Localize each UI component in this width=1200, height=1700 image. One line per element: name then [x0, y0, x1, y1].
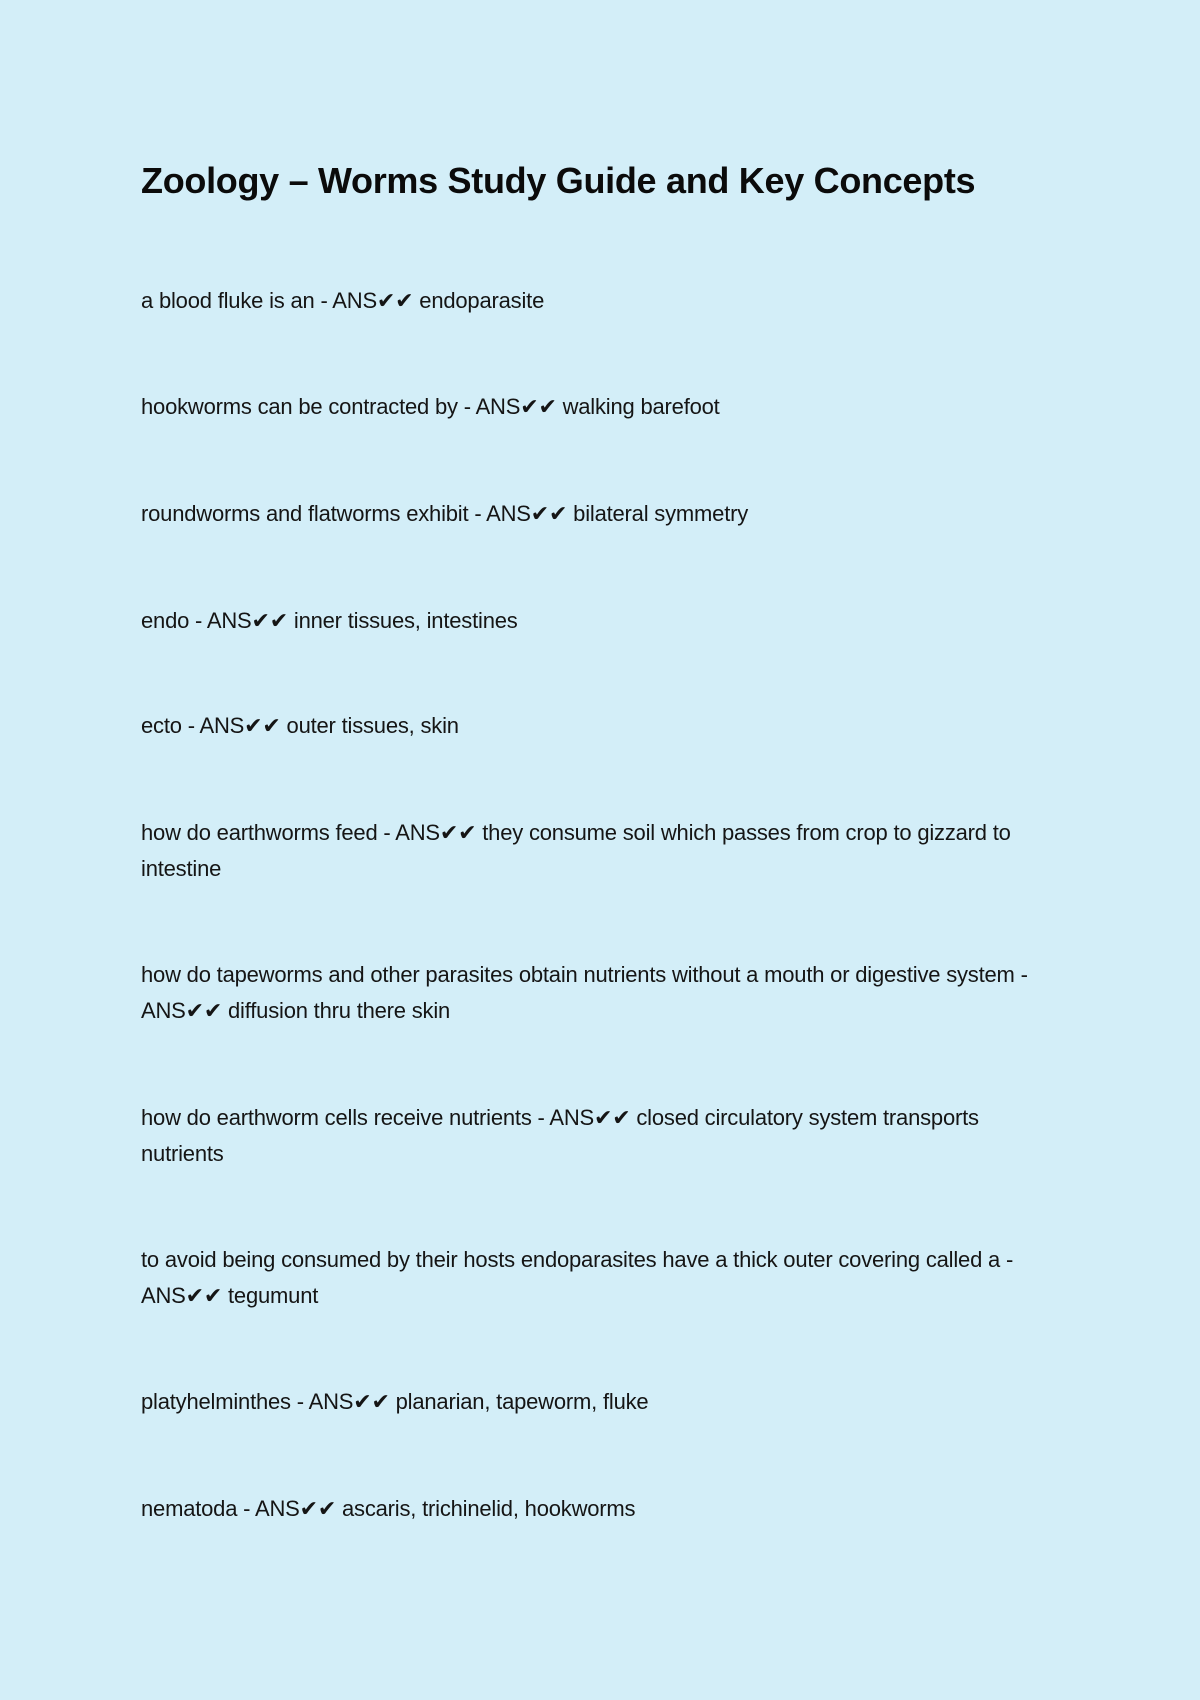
study-entry: how do earthworm cells receive nutrients - ANS✔✔ closed circulatory system transports nutrients — [141, 1105, 979, 1166]
study-entry: endo - ANS✔✔ inner tissues, intestines — [141, 608, 518, 633]
study-entry: nematoda - ANS✔✔ ascaris, trichinelid, hookworms — [141, 1496, 636, 1521]
study-entry: roundworms and flatworms exhibit - ANS✔✔ bilateral symmetry — [141, 501, 749, 526]
study-entry: ecto - ANS✔✔ outer tissues, skin — [141, 713, 459, 738]
study-entry: to avoid being consumed by their hosts endoparasites have a thick outer covering called a - ANS✔✔ tegumunt — [141, 1247, 1014, 1308]
page-title: Zoology – Worms Study Guide and Key Concepts — [141, 160, 976, 201]
study-entry: how do earthworms feed - ANS✔✔ they consume soil which passes from crop to gizzard to intestine — [141, 820, 1011, 881]
study-entry: a blood fluke is an - ANS✔✔ endoparasite — [141, 288, 545, 313]
study-entry: platyhelminthes - ANS✔✔ planarian, tapeworm, fluke — [141, 1389, 649, 1414]
study-entry: hookworms can be contracted by - ANS✔✔ walking barefoot — [141, 394, 720, 419]
study-entry: how do tapeworms and other parasites obtain nutrients without a mouth or digestive system - ANS✔✔ diffusion thru there skin — [141, 962, 1028, 1023]
